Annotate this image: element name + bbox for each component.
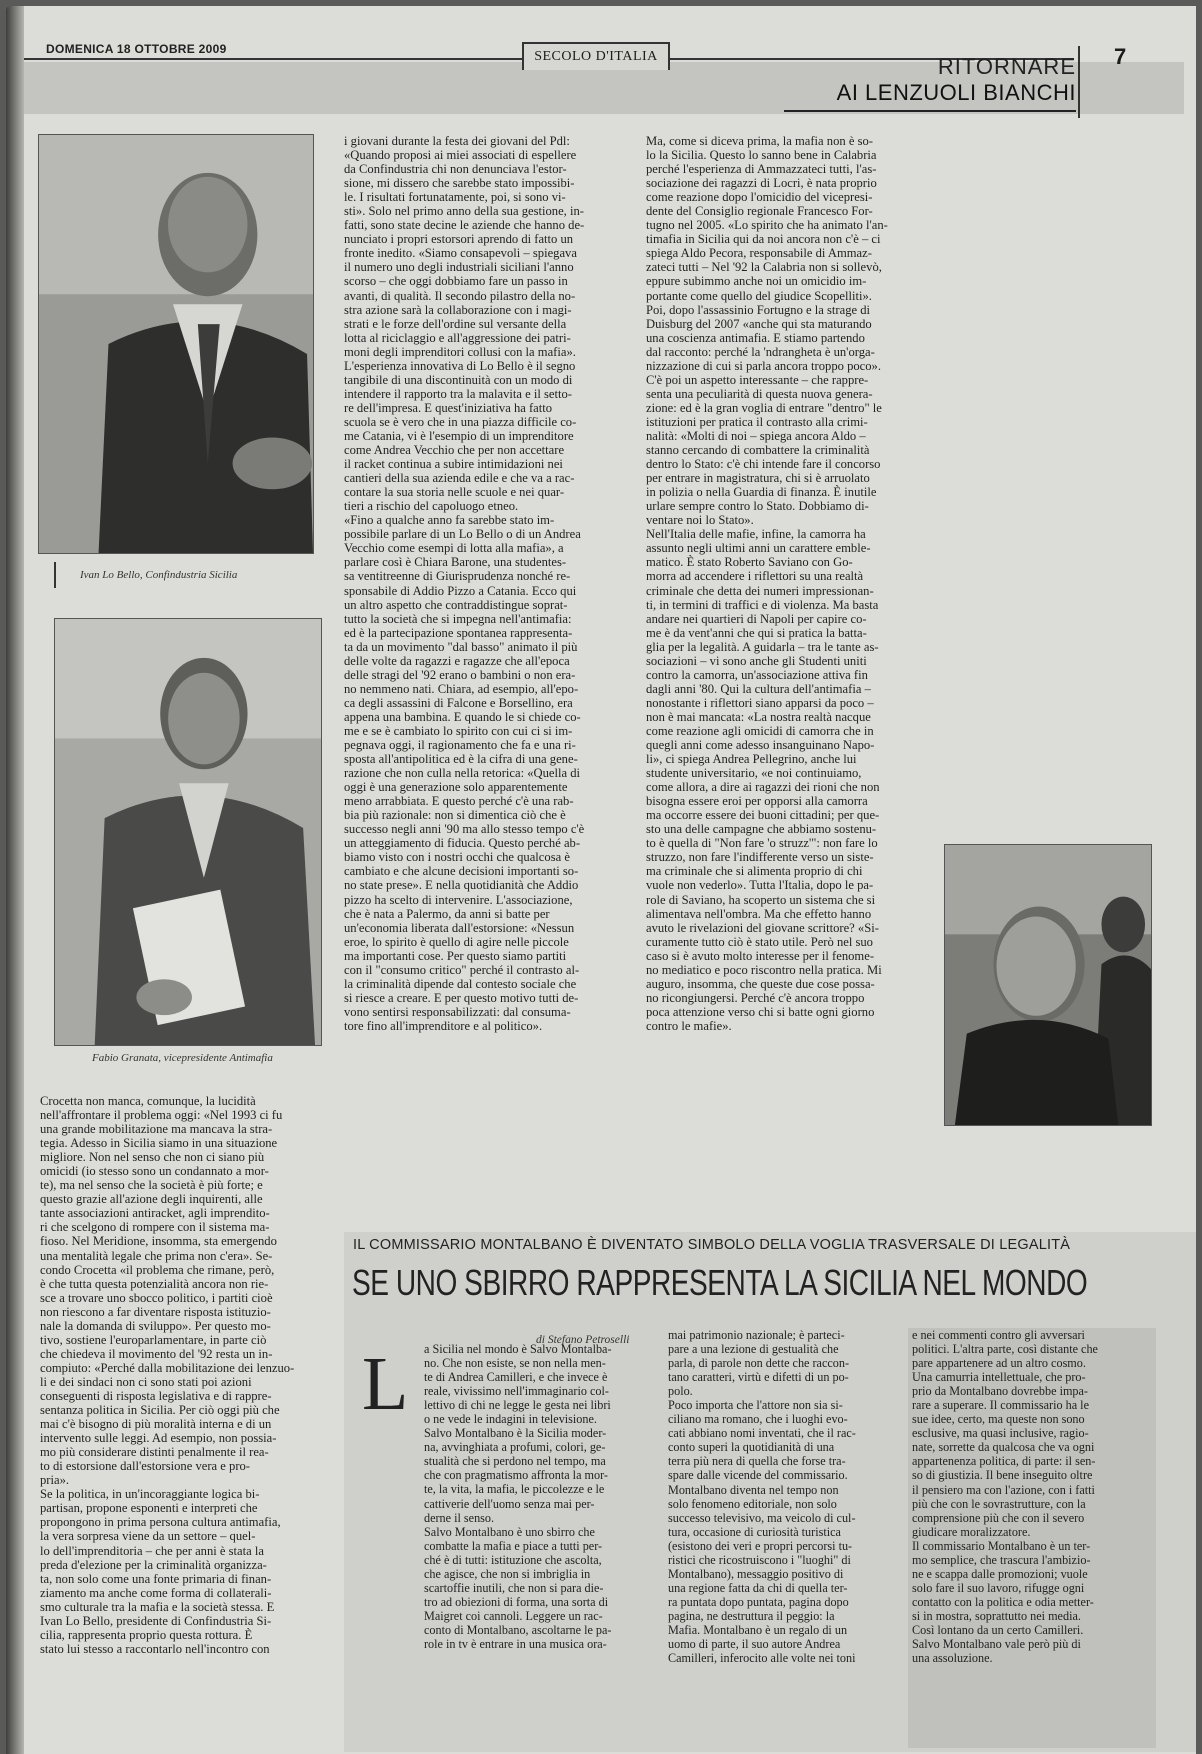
text-line: cantieri della sua azienda edile e che va a rac- — [344, 471, 575, 486]
text-line: caso si è avuto molto interesse per il fenome- — [646, 948, 875, 963]
text-line: strati e le forze dell'ordine sul versante della — [344, 316, 567, 331]
text-line: i giovani durante la festa dei giovani del Pdl: — [344, 134, 570, 148]
text-line: delle volte da ragazzi e ragazze che all'epoca — [344, 653, 570, 668]
text-line: cambiato e che alcune decisioni importanti so- — [344, 864, 579, 879]
text-line: studente universitario, «e noi continuiamo, — [646, 766, 862, 781]
text-line: tro ad obiezioni di forma, una sorta di — [424, 1594, 609, 1609]
text-line: una assoluzione. — [912, 1651, 993, 1666]
text-line: una grande mobilitazione ma mancava la stra- — [40, 1122, 273, 1137]
text-line: nizzazione di cui si parla ancora troppo poco». — [646, 358, 881, 373]
section-title-line1: RITORNARE — [937, 54, 1076, 79]
text-line: Salvo Montalbano è uno sbirro che — [424, 1524, 595, 1539]
drop-cap: L — [362, 1342, 409, 1426]
text-line: mo più considerare distinti penalmente il rea- — [40, 1445, 269, 1460]
text-line: tieri a rischio del capoluogo etneo. — [344, 499, 519, 514]
text-line: una coscienza antimafia. E stiamo partendo — [646, 330, 865, 345]
page-spine — [6, 6, 24, 1754]
text-line: te, la vita, la mafia, le piccolezze e le — [424, 1482, 605, 1497]
text-line: il racket continua a subire intimidazioni nei — [344, 457, 563, 472]
text-line: moni degli imprenditori collusi con la mafia». — [344, 344, 576, 359]
text-line: senta una peculiarità di questa nuova genera- — [646, 386, 873, 401]
text-line: la criminalità dipende dal contesto sociale che — [344, 976, 577, 991]
text-line: un atteggiamento di fiducia. Questo perché ab- — [344, 836, 581, 851]
text-line: ca degli assassini di Falcone e Borsellino, era — [344, 695, 573, 710]
text-line: ristici che ricostruiscono i "luoghi" di — [668, 1552, 851, 1567]
newspaper-name: SECOLO D'ITALIA — [522, 42, 670, 70]
text-line: il numero uno degli industriali siciliani l'anno — [344, 260, 574, 275]
text-line: ma criminale che si alimenta proprio di chi — [646, 864, 863, 879]
text-line: eppure subimmo anche noi un omicidio im- — [646, 274, 867, 289]
column-3 — [646, 134, 928, 1033]
text-line: bia più razionale: non si dimentica ciò che è — [344, 808, 566, 823]
text-line: Così lontano da un certo Camilleri. — [912, 1622, 1084, 1637]
text-line: biamo visto con i nostri occhi che qualcosa è — [344, 850, 570, 865]
text-line: dentro lo Stato: c'è chi intende fare il concorso — [646, 457, 881, 472]
text-line: te), ma nel senso che la società è più forte; e — [40, 1178, 263, 1193]
article-byline: di Stefano Petroselli — [536, 1334, 630, 1346]
text-line: dal racconto: perché la 'ndrangheta è un'orga- — [646, 344, 875, 359]
text-line: si riesce a creare. E per questo motivo tutti de- — [344, 990, 579, 1005]
photo-ivan-lo-bello — [38, 134, 314, 554]
text-line: intendere il rapporto tra la malavita e il setto- — [344, 386, 572, 401]
text-line: Crocetta non manca, comunque, la lucidità — [40, 1094, 256, 1108]
text-line: ri che scelgono di rompere con il sistema ma- — [40, 1220, 270, 1235]
text-line: mai patrimonio nazionale; è parteci- — [668, 1328, 845, 1342]
text-line: condo Crocetta «il problema che rimane, però, — [40, 1262, 275, 1277]
section-title-line2: AI LENZUOLI BIANCHI — [836, 80, 1076, 105]
text-line: derne il senso. — [424, 1510, 495, 1525]
text-line: da Confindustria chi non denunciava l'estor- — [344, 162, 567, 177]
text-line: come allora, a dire ai ragazzi dei rioni che non — [646, 780, 880, 795]
text-line: sposta all'antipolitica ed è la cifra di una gene- — [344, 752, 578, 767]
photo-caption: Fabio Granata, vicepresidente Antimafia — [92, 1052, 273, 1064]
text-line: perché l'esperienza di Ammazzateci tutti, l'as- — [646, 162, 877, 177]
text-line: reale, vivissimo nell'immaginario col- — [424, 1384, 609, 1399]
text-line: preda d'elezione per la criminalità organizza- — [40, 1557, 267, 1572]
text-line: pria». — [40, 1473, 70, 1488]
text-line: tangibile di una discontinuità con un modo di — [344, 372, 573, 387]
text-line: re dell'impresa. E quest'iniziativa ha fatto — [344, 400, 553, 415]
text-line: sti». Solo nel primo anno della sua gestione, in- — [344, 204, 584, 219]
text-line: Ma, come si diceva prima, la mafia non è so- — [646, 134, 873, 148]
text-line: successo televisivo, ma veicolo di cul- — [668, 1510, 856, 1525]
text-line: portante come quello del giudice Scopelliti». — [646, 288, 872, 303]
article-kicker: IL COMMISSARIO MONTALBANO È DIVENTATO SIMBOLO DELLA VOGLIA TRASVERSALE DI LEGALITÀ — [353, 1237, 1071, 1253]
text-line: nell'affrontare il problema oggi: «Nel 1993 ci fu — [40, 1108, 283, 1123]
text-line: andare nei quartieri di Napoli per capire co- — [646, 611, 867, 626]
section-title — [784, 46, 1076, 114]
text-line: contro la camorra, un'associazione attiva fin — [646, 667, 868, 682]
text-line: una mentalità legale che prima non c'era». Se- — [40, 1248, 273, 1263]
text-line: sue idee, certo, ma queste non sono — [912, 1412, 1085, 1427]
text-line: contare la sua storia nelle scuole e nei quar- — [344, 485, 565, 500]
text-line: alimentava nell'ombra. Ma che effetto hanno — [646, 906, 872, 921]
text-line: sto una delle campagne che abbiamo sostenu- — [646, 822, 877, 837]
text-line: propongono in prima persona cultura antimafia, — [40, 1515, 281, 1530]
text-line: parlare così è Chiara Barone, una studentes- — [344, 555, 567, 570]
text-line: e nei commenti contro gli avversari — [912, 1328, 1085, 1342]
text-line: successo negli anni '90 ma allo stesso tempo c'è — [344, 822, 585, 837]
text-line: no nemmeno nati. Chiara, ad esempio, all'epo- — [344, 681, 579, 696]
text-line: me e se è cambiato lo spirito con cui ci si im- — [344, 723, 573, 738]
text-line: to è quella di "Non fare 'o struzz'": non fare lo — [646, 836, 878, 851]
text-line: tutto la società che si impegna nell'antimafia: — [344, 611, 572, 626]
text-line: zateci tutti – Nel '92 la Calabria non si sollevò, — [646, 260, 882, 275]
text-line: avuto le rivelazioni del giovane scrittore? «Si- — [646, 920, 879, 935]
text-line: ta, non solo come una fonte primaria di finan- — [40, 1571, 272, 1586]
text-line: poca attenzione verso chi si batte ogni giorno — [646, 1004, 875, 1019]
text-line: glia per la legalità. A guidarla – tra le tante as- — [646, 639, 879, 654]
text-line: istituzioni per pratica il contrasto alla crimi- — [646, 414, 868, 429]
text-line: dente del Consiglio regionale Francesco For- — [646, 204, 873, 219]
text-line: no mediatico e poco riscontro nella pratica. Mi — [646, 962, 882, 977]
text-line: na, avvinghiata a profumi, colori, ge- — [424, 1440, 606, 1455]
text-line: nale la domanda di sviluppo». Per questo mo- — [40, 1318, 271, 1333]
text-line: avanti, di qualità. Il secondo pilastro della no- — [344, 288, 576, 303]
text-line: politici. L'altra parte, così distante che — [912, 1342, 1098, 1357]
text-line: ziamento ma anche come forma di collaterali- — [40, 1585, 272, 1600]
caption-bar — [54, 562, 56, 588]
text-line: lo dell'imprenditoria – che per anni è stata la — [40, 1543, 264, 1558]
text-line: pegnava oggi, il ragionamento che fa e una ri- — [344, 738, 576, 753]
text-line: pagina, ne destruttura il peggio: la — [668, 1608, 835, 1623]
text-line: fronte inedito. «Siamo consapevoli – spiegava — [344, 246, 577, 261]
text-line: te di Andrea Camilleri, e che invece è — [424, 1370, 608, 1385]
text-line: nonostante i riflettori siano apparsi da poco – — [646, 695, 874, 710]
photo-fabio-granata — [54, 618, 322, 1046]
text-line: tura, occasione di curiosità turistica — [668, 1524, 841, 1539]
text-line: pare appartenere ad un altro cosmo. — [912, 1356, 1086, 1371]
text-line: ma occorre essere dei buoni cittadini; per que- — [646, 808, 880, 823]
text-line: le. I risultati fortunatamente, poi, si sono vi- — [344, 190, 566, 205]
text-line: terra più nera di quella che forse tra- — [668, 1454, 846, 1469]
text-line: un'economia liberata dall'estorsione: «Nessun — [344, 920, 575, 935]
text-line: smo culturale tra la mafia e la società stessa. E — [40, 1599, 275, 1614]
text-line: appena una bambina. E quando le si chiede co- — [344, 709, 581, 724]
text-line: ti, in termini di traffici e di violenza. Ma basta — [646, 597, 879, 612]
text-line: no ricongiungersi. Perché c'è ancora troppo — [646, 990, 865, 1005]
text-line: tore fino all'imprenditore e al politico». — [344, 1018, 543, 1033]
text-line: me Catania, vi è l'esempio di un imprenditore — [344, 428, 574, 443]
text-line: a Sicilia nel mondo è Salvo Montalba- — [424, 1342, 612, 1356]
text-line: Duisburg del 2007 «anche qui sta maturando — [646, 316, 872, 331]
text-line: esclusive, ma quasi inclusive, ragio- — [912, 1426, 1089, 1441]
text-line: Poi, dopo l'assassinio Fortugno e la strage di — [646, 302, 871, 317]
text-line: (esistono dei veri e propri percorsi tu- — [668, 1538, 853, 1553]
text-line: tugno nel 2005. «Lo spirito che ha animato l'an- — [646, 218, 888, 233]
text-line: struzzo, non fare l'indifferente verso un siste- — [646, 850, 874, 865]
text-line: sa ventitreenne di Giurisprudenza nonché re- — [344, 569, 571, 584]
text-line: no state prese». E nella quotidianità che Addio — [344, 878, 579, 893]
text-line: stato lui stesso a raccontarlo nell'incontro con — [40, 1641, 270, 1656]
text-line: cati abbiano nomi inventati, che il rac- — [668, 1426, 856, 1441]
text-line: Montalbano), messaggio positivo di — [668, 1566, 844, 1581]
text-line: zione: ed è la gran voglia di entrare "dentro" le — [646, 400, 882, 415]
text-line: vono sentirsi responsabilizzati: dal consuma- — [344, 1004, 571, 1019]
text-line: curamente tutto ciò è stato utile. Però nel suo — [646, 934, 873, 949]
text-line: quegli anni come adesso insanguinano Napo- — [646, 738, 875, 753]
text-line: tante associazioni antiracket, agli imprendito- — [40, 1206, 270, 1221]
text-line: Montalbano diventa nel tempo non — [668, 1482, 839, 1497]
text-line: mai c'è bisogno di più moralità interna e di un — [40, 1417, 272, 1432]
text-line: solo fenomeno editoriale, non solo — [668, 1496, 837, 1511]
text-line: scuola se è vero che in una piazza difficile co- — [344, 414, 577, 429]
text-line: fatti, sono state decine le aziende che hanno de- — [344, 218, 585, 233]
text-line: combatte la mafia e piace a tutti per- — [424, 1538, 603, 1553]
text-line: Mafia. Montalbano è un regalo di un — [668, 1622, 848, 1637]
text-line: stanno cercando di combattere la criminalità — [646, 443, 870, 458]
text-line: come Andrea Vecchio che per non accettare — [344, 443, 565, 458]
text-line: fioso. Nel Meridione, insomma, sta emergendo — [40, 1234, 277, 1249]
text-line: ta da un movimento "dal basso" animato il più — [344, 639, 578, 654]
text-line: che agisce, che non si imbriglia in — [424, 1566, 591, 1581]
text-line: li», ci spiega Andrea Pellegrino, anche lui — [646, 752, 857, 767]
text-line: non riescono a far diventare risposta istituzio- — [40, 1304, 271, 1319]
text-line: lotta al riciclaggio e all'aggressione dei patri- — [344, 330, 571, 345]
text-line: Maigret coi cannoli. Leggere un rac- — [424, 1608, 603, 1623]
article-headline: SE UNO SBIRRO RAPPRESENTA LA SICILIA NEL MONDO — [352, 1262, 1088, 1303]
text-line: auguro, insomma, che queste due cose possa- — [646, 976, 875, 991]
text-line: tegia. Adesso in Sicilia siamo in una situazione — [40, 1136, 278, 1151]
text-line: ed è la partecipazione spontanea rappresenta- — [344, 625, 573, 640]
text-line: ventare noi lo Stato». — [646, 513, 754, 528]
text-line: un altro aspetto che contraddistingue soprat- — [344, 597, 568, 612]
text-line: Ivan Lo Bello, presidente di Confindustria Si- — [40, 1613, 272, 1628]
text-line: sione, mi dissero che sarebbe stato impossibi- — [344, 176, 575, 191]
text-line: ne e scappa dalle promozioni; vuole — [912, 1566, 1088, 1581]
text-line: timafia in Sicilia qui da noi ancora non c'è – ci — [646, 232, 881, 247]
text-line: morra ad accendere i riflettori su una realtà — [646, 569, 864, 584]
text-line: per entrare in magistratura, chi si è arruolato — [646, 471, 870, 486]
text-line: urlare sempre contro lo Stato. Dobbiamo di- — [646, 499, 869, 514]
text-line: L'esperienza innovativa di Lo Bello è il segno — [344, 358, 576, 373]
text-line: role di Saviano, ha scoperto un sistema che si — [646, 892, 876, 907]
text-line: razione che non culla nella retorica: «Quella di — [344, 766, 581, 781]
photo-caption: Ivan Lo Bello, Confindustria Sicilia — [80, 569, 238, 581]
text-line: no. Che non esiste, se non nella men- — [424, 1356, 606, 1371]
text-line: assunto negli ultimi anni un carattere emble- — [646, 541, 871, 556]
text-line: omicidi (io stesso sono un condannato a mor- — [40, 1164, 269, 1179]
page-number: 7 — [1114, 44, 1127, 69]
text-line: nalità: «Molti di noi – spiega ancora Aldo – — [646, 428, 866, 443]
text-line: conseguenti di risposta legislativa e di rappre- — [40, 1388, 272, 1403]
text-line: conto superi la quotidianità di una — [668, 1440, 835, 1455]
text-line: pizzo ha scelto di intervenire. L'associazione, — [344, 892, 573, 907]
article-column-1 — [424, 1342, 654, 1651]
text-line: pare a una lezione di gestualità che — [668, 1342, 839, 1357]
text-line: criminale che detta dei numeri impressionan- — [646, 583, 874, 598]
text-line: role in tv è entrare in una musica ora- — [424, 1636, 607, 1651]
text-line: nate, sorrette da qualcosa che va ogni — [912, 1440, 1095, 1455]
text-line: con il "consumo critico" perché il contrasto al- — [344, 962, 580, 977]
text-line: la vera sorpresa viene da un settore – quel- — [40, 1529, 256, 1544]
text-line: il pensiero ma con l'azione, con i fatti — [912, 1482, 1095, 1497]
text-line: partisan, propone esponenti e interpreti che — [40, 1501, 258, 1516]
text-line: meno arrabbiata. E questo perché c'è una rab- — [344, 794, 574, 809]
text-line: solo fare il suo lavoro, rifugge ogni — [912, 1580, 1085, 1595]
text-line: lo la Sicilia. Questo lo sanno bene in Calabria — [646, 148, 877, 163]
text-line: scartoffie inutili, che non si para die- — [424, 1580, 604, 1595]
text-line: Il commissario Montalbano è un ter- — [912, 1538, 1091, 1553]
text-line: so di giustizia. Il bene inseguito oltre — [912, 1468, 1093, 1483]
text-line: possibile parlare di un Lo Bello o di un Andrea — [344, 527, 581, 542]
text-line: si in mostra, soprattutto nei media. — [912, 1608, 1081, 1623]
section-rule — [784, 110, 1076, 112]
text-line: migliore. Non nel senso che non ci siano più — [40, 1150, 265, 1165]
text-line: eroe, lo spirito è quello di agire nelle piccole — [344, 934, 569, 949]
text-line: stra azione sarà la collaborazione con i magi- — [344, 302, 572, 317]
text-line: sociazioni – vi sono anche gli Studenti uniti — [646, 653, 867, 668]
text-line: che con pragmatismo affronta la mor- — [424, 1468, 608, 1483]
text-line: sociazione dei ragazzi di Locri, è nata proprio — [646, 176, 877, 191]
text-line: ciliano ma romano, che i luoghi evo- — [668, 1412, 848, 1427]
text-line: polo. — [668, 1384, 693, 1399]
text-line: rare a superare. Il commissario ha le — [912, 1398, 1089, 1413]
text-line: cattiverie dell'uomo senza mai per- — [424, 1496, 595, 1511]
text-line: me è da vent'anni che qui si pratica la batta- — [646, 625, 867, 640]
text-line: prio da Montalbano dovrebbe impa- — [912, 1384, 1088, 1399]
text-line: C'è poi un aspetto interessante – che rappre- — [646, 372, 869, 387]
column-1 — [40, 1094, 322, 1656]
text-line: più che con le sovrastrutture, con la — [912, 1496, 1086, 1511]
text-line: comprensione più che con il severo — [912, 1510, 1085, 1525]
text-line: «Fino a qualche anno fa sarebbe stato im- — [344, 513, 555, 528]
text-line: come reazione dopo l'omicidio del vicepresi- — [646, 190, 873, 205]
article-column-3 — [912, 1328, 1150, 1665]
text-line: stualità che si perdono nel tempo, ma — [424, 1454, 606, 1469]
text-line: è che tutta questa potenzialità ancora non rie- — [40, 1276, 269, 1291]
column-2 — [344, 134, 628, 1033]
text-line: matico. È stato Roberto Saviano con Go- — [646, 555, 853, 570]
text-line: che chiedeva il movimento del '92 resta un in- — [40, 1346, 273, 1361]
text-line: che è nata a Palermo, da anni si batte per — [344, 906, 550, 921]
text-line: oggi è una generazione solo apparentemente — [344, 780, 568, 795]
newspaper-page — [6, 6, 1196, 1754]
text-line: cilia, rappresenta proprio questa rottura. È — [40, 1627, 253, 1642]
text-line: non è mai mancata: «La nostra realtà nacque — [646, 709, 871, 724]
text-line: delle stragi del '92 erano o bambini o non era- — [344, 667, 576, 682]
text-line: Vecchio come esempi di lotta alla mafia», a — [344, 541, 564, 556]
text-line: in polizia o nella Guardia di finanza. È inutile — [646, 485, 877, 500]
text-line: spare dalle vicende del commissario. — [668, 1468, 848, 1483]
text-line: una regione fatta da chi di quella ter- — [668, 1580, 848, 1595]
text-line: vuole non vederlo». Tutta l'Italia, dopo le pa- — [646, 878, 874, 893]
text-line: ma importanti cose. Per questo siamo partiti — [344, 948, 567, 963]
text-line: parla, di parole non dette che raccon- — [668, 1356, 850, 1371]
text-line: to di estorsione dall'estorsione vera e pro- — [40, 1459, 251, 1474]
text-line: mo semplice, che trascura l'ambizio- — [912, 1552, 1091, 1567]
issue-date: DOMENICA 18 OTTOBRE 2009 — [46, 42, 227, 56]
text-line: Nell'Italia delle mafie, infine, la camorra ha — [646, 527, 866, 542]
text-line: bisogna essere eroi per opporsi alla camorra — [646, 794, 868, 809]
text-line: sponsabile di Addio Pizzo a Catania. Ecco qui — [344, 583, 577, 598]
text-line: Camilleri, inferocito alle volte nei toni — [668, 1651, 856, 1666]
text-line: ra puntata dopo puntata, pagina dopo — [668, 1594, 849, 1609]
text-line: Salvo Montalbano è la Sicilia moder- — [424, 1426, 607, 1441]
text-line: tano caratteri, virtù e difetti di un po- — [668, 1370, 849, 1385]
text-line: contatto con la politica e odia metter- — [912, 1594, 1094, 1609]
text-line: «Quando proposi ai miei associati di espellere — [344, 148, 577, 163]
text-line: conto di Montalbano, ascoltarne le pa- — [424, 1622, 612, 1637]
text-line: dagli anni '80. Qui la cultura dell'antimafia – — [646, 681, 871, 696]
photo-roberto-saviano — [944, 844, 1152, 1126]
text-line: li e dei sindaci non ci sono stati poi azioni — [40, 1374, 252, 1389]
text-line: scorso – che oggi dobbiamo fare un passo in — [344, 274, 568, 289]
text-line: giudicare moralizzatore. — [912, 1524, 1031, 1539]
text-line: spiega Aldo Pecora, responsabile di Ammaz- — [646, 246, 872, 261]
text-line: Salvo Montalbano vale però più di — [912, 1637, 1081, 1652]
text-line: lettivo di chi ne legge le gesta nei libri — [424, 1398, 611, 1413]
text-line: tivo, sostiene l'europarlamentare, in parte ciò — [40, 1332, 267, 1347]
text-line: sce a trovare uno sbocco politico, i partiti cioè — [40, 1290, 273, 1305]
text-line: contro le mafie». — [646, 1018, 732, 1033]
text-line: uomo di parte, il suo autore Andrea — [668, 1637, 841, 1652]
article-column-2 — [668, 1328, 898, 1665]
text-line: sentanza politica in Sicilia. Per ciò oggi più che — [40, 1403, 280, 1418]
text-line: Poco importa che l'attore non sia si- — [668, 1398, 843, 1413]
text-line: o ne vede le indagini in televisione. — [424, 1412, 597, 1427]
text-line: Se la politica, in un'incoraggiante logica bi- — [40, 1487, 260, 1502]
text-line: Una camurria intellettuale, che pro- — [912, 1370, 1086, 1385]
text-line: appartenenza politica, di parte: il sen- — [912, 1454, 1096, 1469]
text-line: come reazione agli omicidi di camorra che in — [646, 723, 874, 738]
text-line: nunciato i propri estorsori aprendo di fatto un — [344, 232, 574, 247]
text-line: compiuto: «Perché dalla mobilitazione dei lenzuo- — [40, 1360, 295, 1375]
text-line: intervento sulle leggi. Ad esempio, non possia- — [40, 1431, 277, 1446]
text-line: ché è di tutti: istituzione che ascolta, — [424, 1552, 602, 1567]
text-line: questo grazie all'azione degli inquirenti, alle — [40, 1192, 263, 1207]
